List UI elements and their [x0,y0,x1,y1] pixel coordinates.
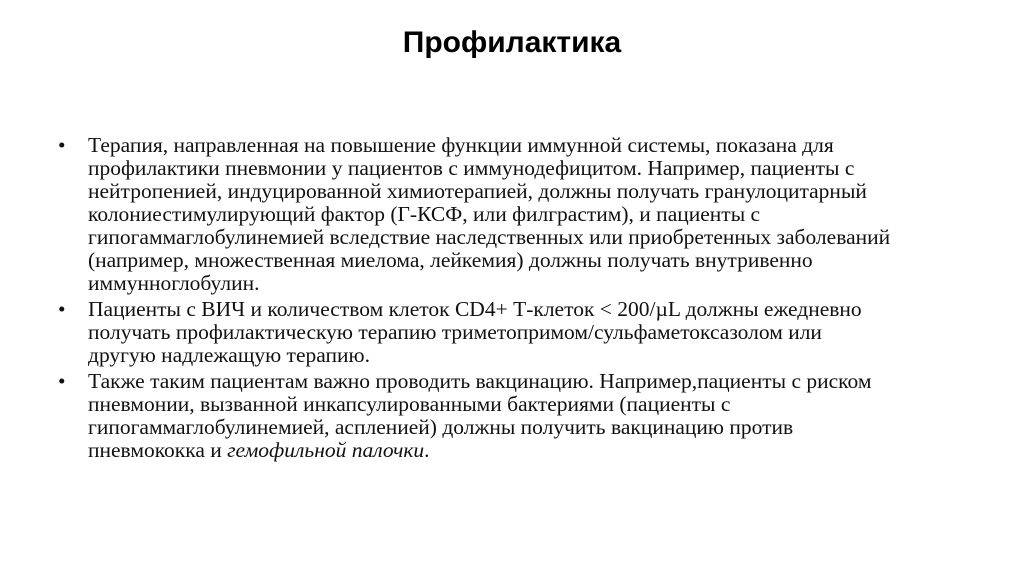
text-line: гипогаммаглобулинемией вследствие наследственных или приобретенных заболеваний [88,225,891,249]
text-line [88,439,998,462]
slide-title: Профилактика [402,26,622,59]
text-line: колониестимулирующий фактор (Г-КСФ, или филграстим), и пациенты с [88,202,761,226]
text-line: получать профилактическую терапию триметопримом/сульфаметоксазолом или [88,320,822,344]
bullet-item [58,298,998,367]
text-italic: гемофильной палочки [227,438,425,462]
bullet-item [58,134,998,295]
text-line: иммунноглобулин. [88,271,260,295]
bullet-marker: • [58,369,66,393]
text-line: гипогаммаглобулинемией, аспленией) должны получить вакцинацию против [88,415,794,439]
text-line: Терапия, направленная на повышение функции иммунной системы, показана для [88,133,834,157]
bullet-marker: • [58,297,66,321]
bullet-list [58,134,998,465]
text-end: . [424,438,430,462]
text-line: другую надлежащую терапию. [88,343,370,367]
text-line: нейтропенией, индуцированной химиотерапией, должны получать гранулоцитарный [88,179,867,203]
text-line: профилактики пневмонии у пациентов с иммунодефицитом. Например, пациенты с [88,156,855,180]
bullet-marker: • [58,133,66,157]
bullet-item [58,370,998,462]
text-line: Также таким пациентам важно проводить вакцинацию. Например,пациенты с риском [88,369,872,393]
text-line: пневмонии, вызванной инкапсулированными бактериями (пациенты с [88,392,731,416]
text-line: (например, множественная миелома, лейкемия) должны получать внутривенно [88,248,813,272]
text-line: Пациенты с ВИЧ и количеством клеток CD4+ Т-клеток < 200/µL должны ежедневно [88,297,862,321]
text-plain: пневмококка и [88,438,228,462]
